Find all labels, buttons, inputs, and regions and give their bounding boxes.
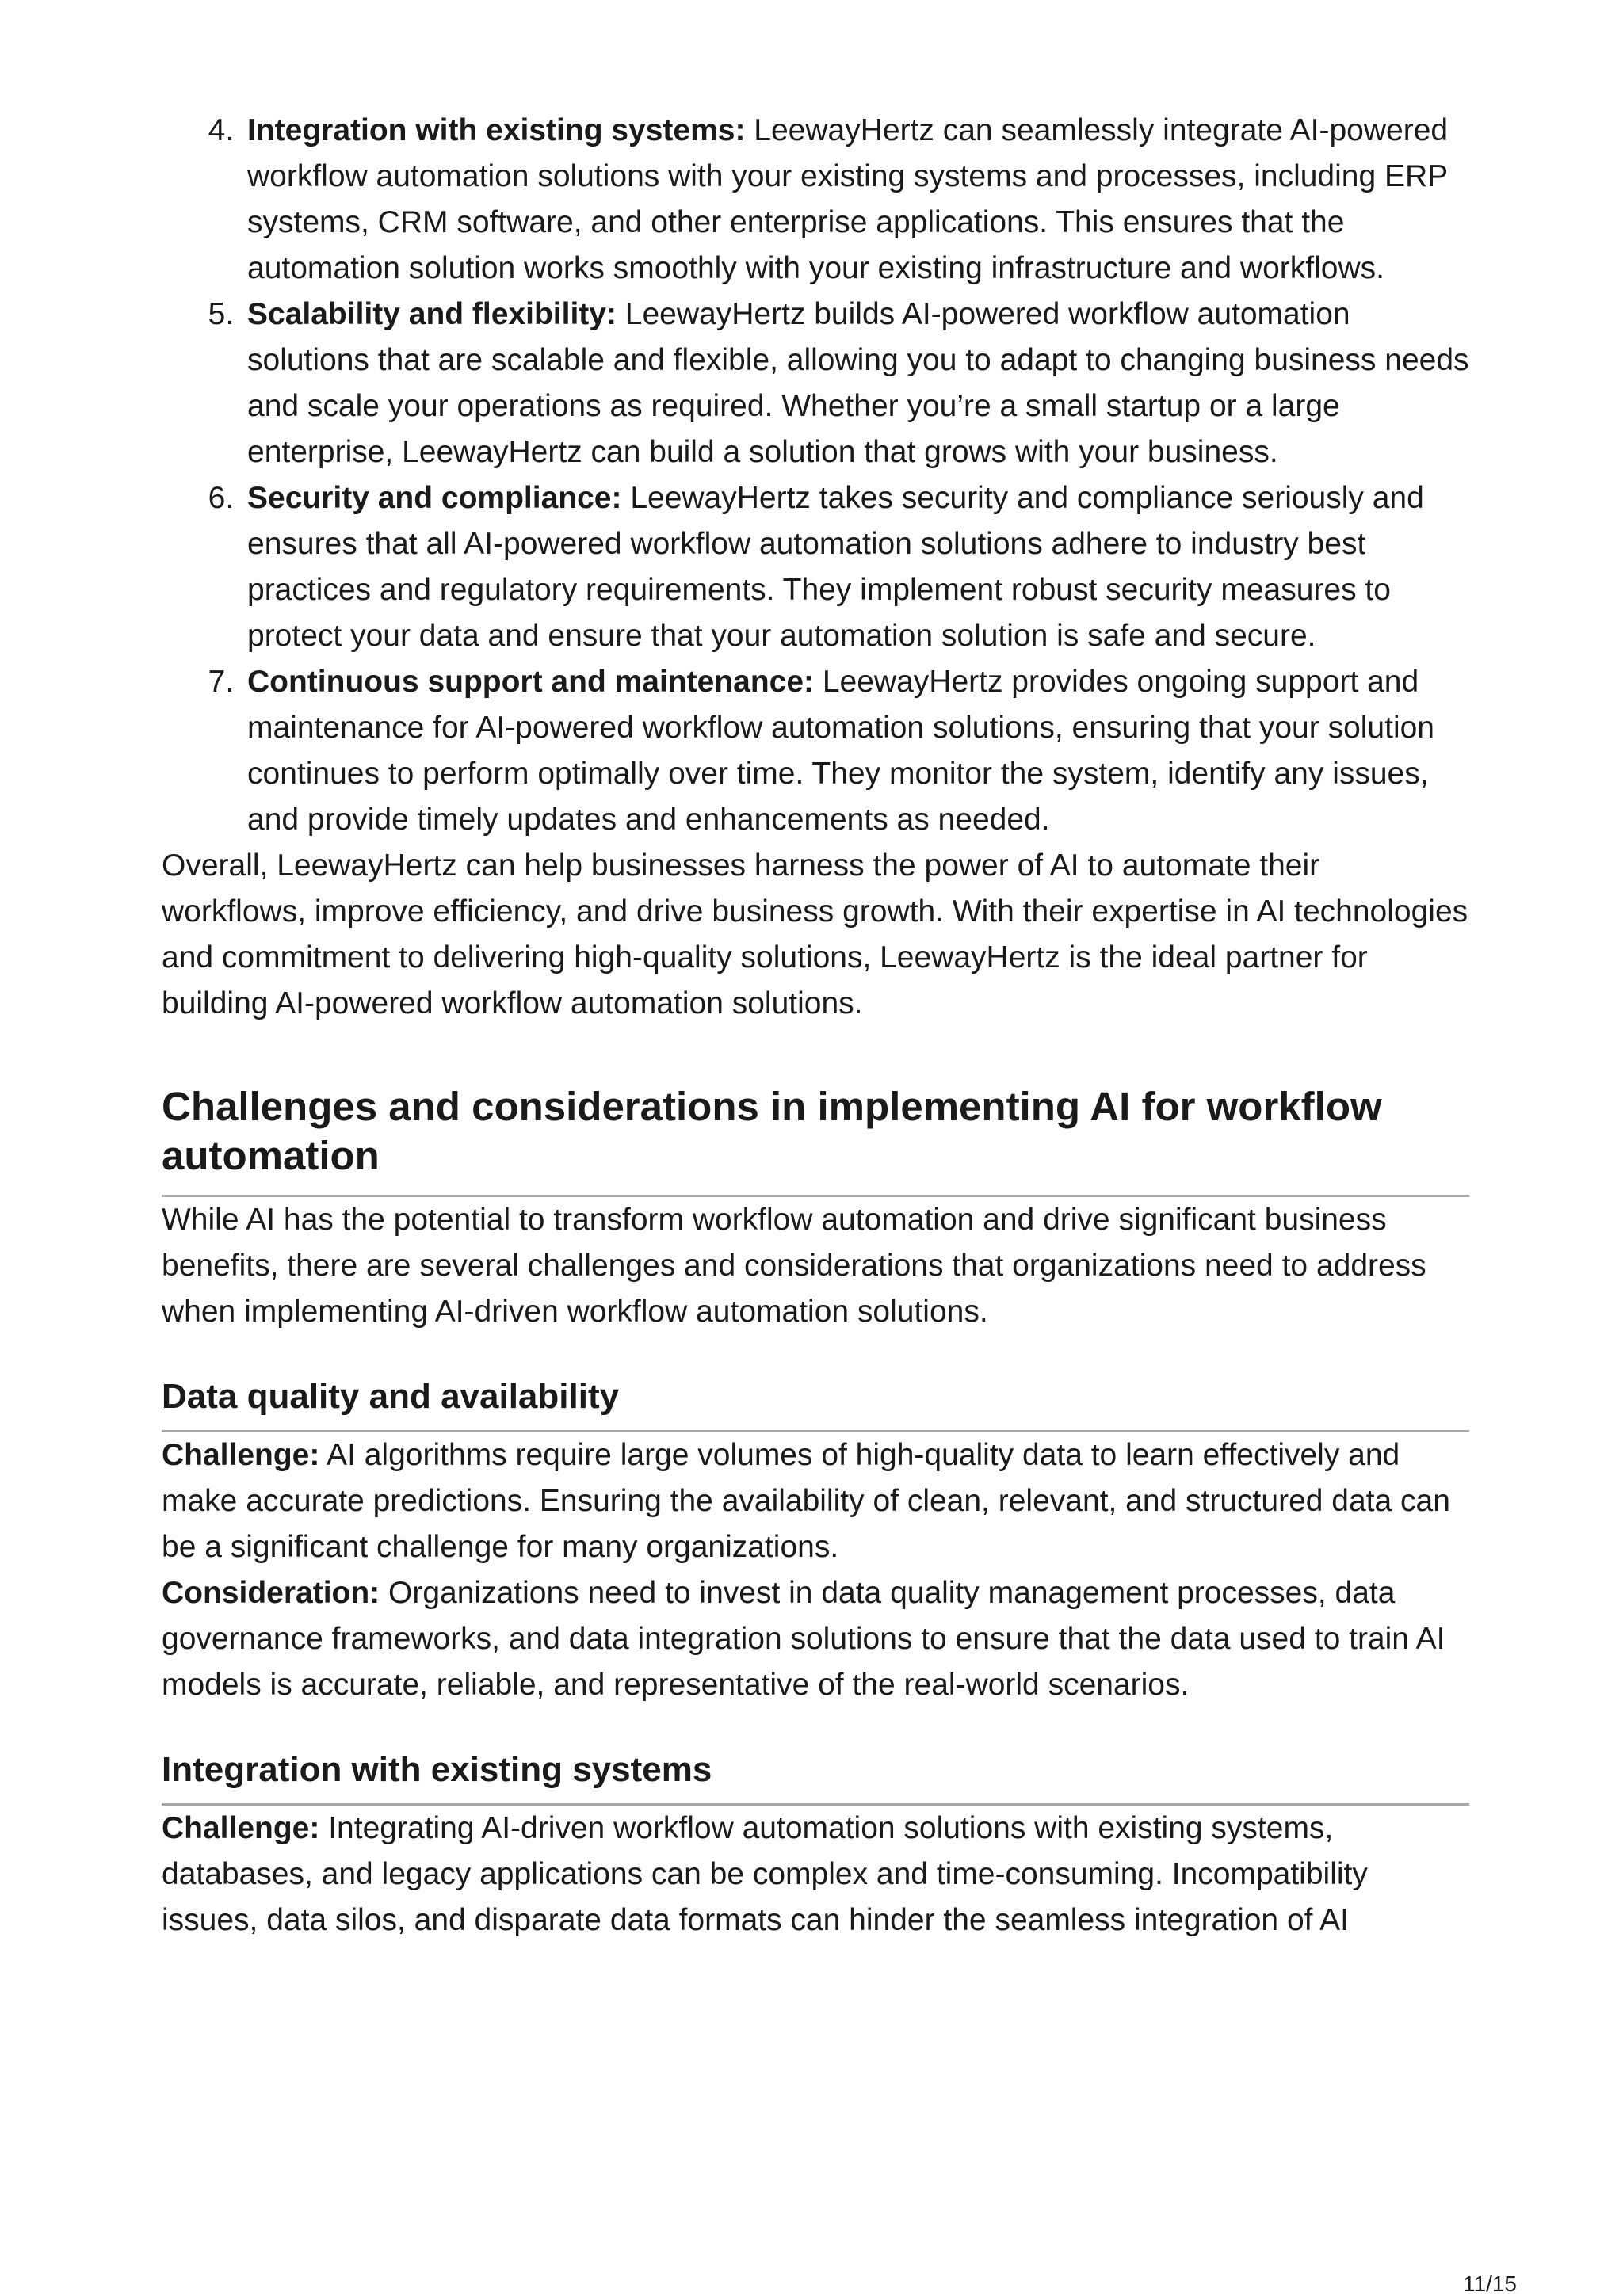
section-heading: Challenges and considerations in implementing AI for workflow automation xyxy=(162,1082,1469,1197)
list-item-title: Continuous support and maintenance: xyxy=(247,665,815,699)
challenge-label: Challenge: xyxy=(162,1811,320,1845)
page-content xyxy=(162,108,1469,1943)
list-item-text: LeewayHertz can seamlessly integrate AI-powered workflow automation solutions with your existing systems and processes, including ERP systems, CRM software, and other enterprise applications. This ensures that the automation solution works smoothly with your existing infrastructure and workflows. xyxy=(247,113,1449,285)
services-list xyxy=(162,108,1469,843)
data-quality-challenge xyxy=(162,1432,1469,1570)
list-item-title: Security and compliance: xyxy=(247,481,622,515)
list-item xyxy=(242,659,1469,843)
list-item xyxy=(242,292,1469,475)
page-number: 11/15 xyxy=(1463,2271,1517,2296)
overall-paragraph: Overall, LeewayHertz can help businesses harness the power of AI to automate their workflows, improve efficiency, and drive business growth. With their expertise in AI technologies and commitment to delivering high-quality solutions, LeewayHertz is the ideal partner for building AI-powered workflow automation solutions. xyxy=(162,849,1468,1020)
challenge-text: AI algorithms require large volumes of high-quality data to learn effectively and make accurate predictions. Ensuring the availability of clean, relevant, and structured data can be a significant challenge for many organizations. xyxy=(162,1438,1450,1564)
challenge-text: Integrating AI-driven workflow automation solutions with existing systems, databases, and legacy applications can be complex and time-consuming. Incompatibility issues, data silos, and disparate data formats can hinder the seamless integration of AI xyxy=(162,1811,1368,1937)
list-item xyxy=(242,108,1469,292)
data-quality-consideration xyxy=(162,1570,1469,1708)
subheading-integration: Integration with existing systems xyxy=(162,1748,1469,1806)
consideration-text: Organizations need to invest in data quality management processes, data governance frameworks, and data integration solutions to ensure that the data used to train AI models is accurate, reliable, and representative of the real-world scenarios. xyxy=(162,1576,1445,1702)
subheading-data-quality: Data quality and availability xyxy=(162,1375,1469,1432)
list-item-text: LeewayHertz takes security and compliance seriously and ensures that all AI-powered workflow automation solutions adhere to industry best practices and regulatory requirements. They implement robust security measures to protect your data and ensure that your automation solution is safe and secure. xyxy=(247,481,1424,653)
list-item-title: Integration with existing systems: xyxy=(247,113,746,147)
list-item-text: LeewayHertz builds AI-powered workflow automation solutions that are scalable and flexible, allowing you to adapt to changing business needs and scale your operations as required. Whether you’re a small startup or a large enterprise, LeewayHertz can build a solution that grows with your business. xyxy=(247,297,1469,469)
consideration-label: Consideration: xyxy=(162,1576,380,1610)
list-item-title: Scalability and flexibility: xyxy=(247,297,617,331)
section-intro: While AI has the potential to transform workflow automation and drive significant business benefits, there are several challenges and considerations that organizations need to address when implementing AI-driven workflow automation solutions. xyxy=(162,1203,1426,1329)
challenge-label: Challenge: xyxy=(162,1438,320,1472)
list-item xyxy=(242,475,1469,659)
integration-challenge xyxy=(162,1806,1469,1943)
list-item-text: LeewayHertz provides ongoing support and maintenance for AI-powered workflow automation solutions, ensuring that your solution continues to perform optimally over time. They monitor the system, identify any issues, and provide timely updates and enhancements as needed. xyxy=(247,665,1434,837)
